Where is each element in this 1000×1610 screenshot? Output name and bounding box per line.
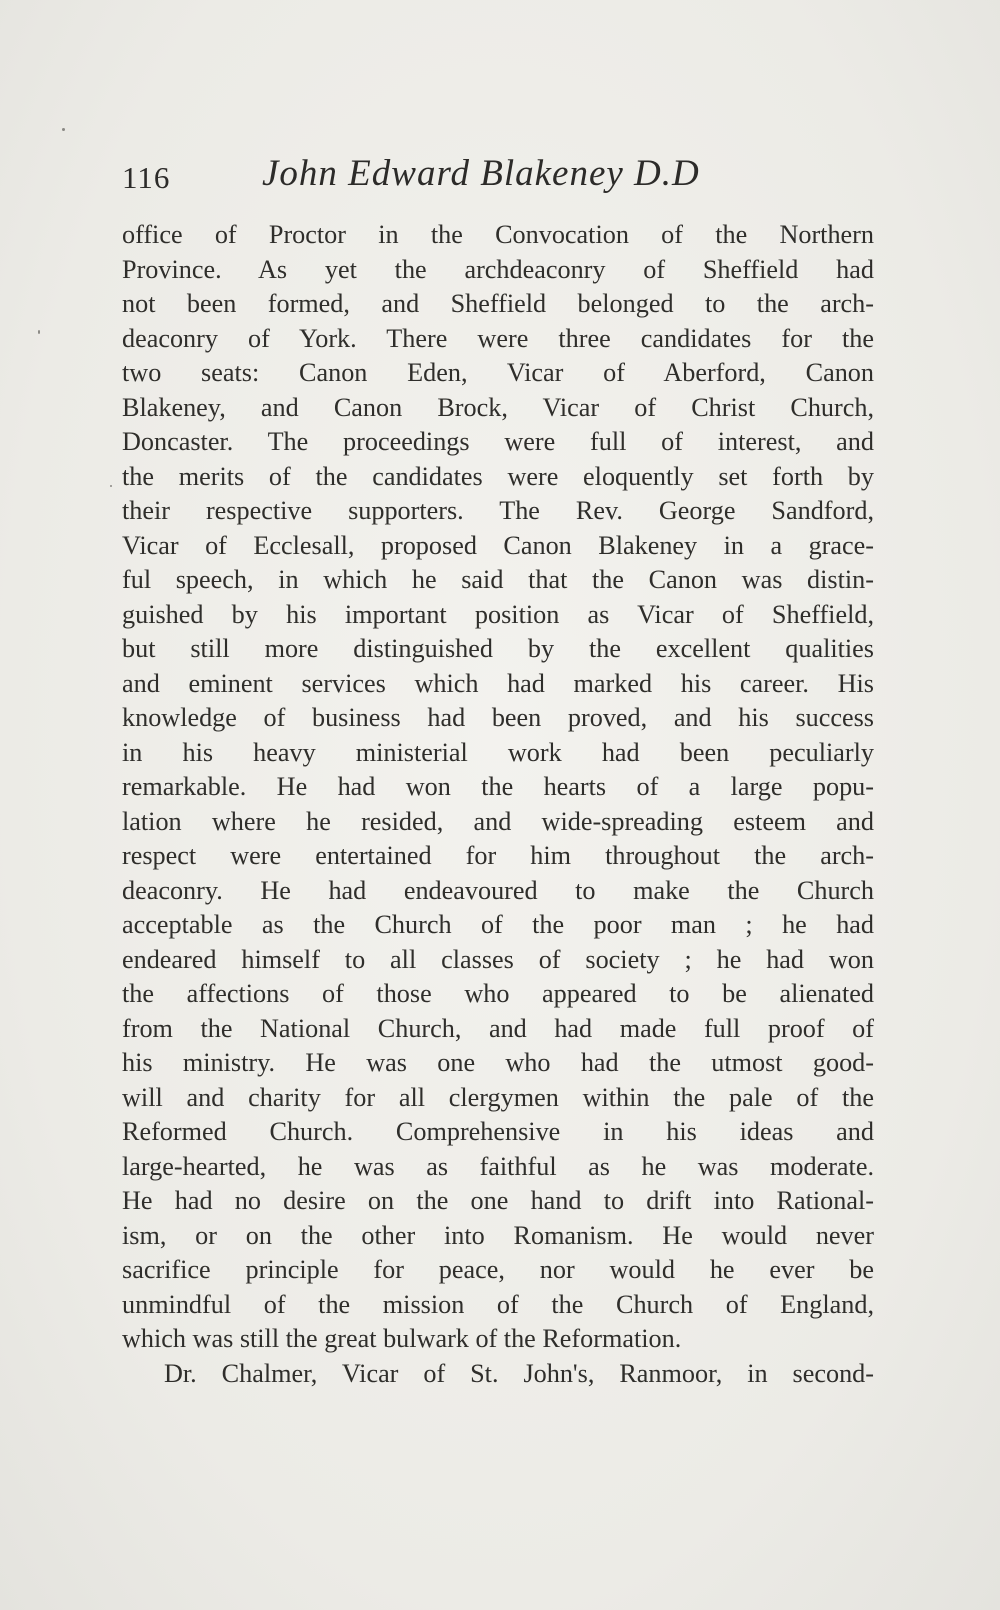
text-line: endeared himself to all classes of society ; he had won (122, 944, 874, 974)
text-line: and eminent services which had marked his career. His (122, 668, 874, 698)
paper-speck (38, 330, 40, 334)
text-line: guished by his important position as Vicar of Sheffield, (122, 599, 874, 629)
text-line: deaconry of York. There were three candidates for the (122, 323, 874, 353)
text-line: his ministry. He was one who had the utmost good- (122, 1048, 874, 1077)
text-line: He had no desire on the one hand to drift into Rational- (122, 1186, 874, 1215)
text-line: ism, or on the other into Romanism. He would never (122, 1220, 874, 1250)
text-line: lation where he resided, and wide-spreading esteem and (122, 806, 874, 836)
text-line: knowledge of business had been proved, and his success (122, 703, 874, 732)
text-line: remarkable. He had won the hearts of a large popu- (122, 772, 874, 801)
text-line: Reformed Church. Comprehensive in his ideas and (122, 1117, 874, 1146)
text-line: will and charity for all clergymen within the pale of the (122, 1082, 874, 1112)
page-number: 116 (122, 160, 171, 195)
text-line: which was still the great bulwark of the Reformation. (122, 1324, 682, 1353)
text-line: Blakeney, and Canon Brock, Vicar of Christ Church, (122, 392, 874, 422)
text-line: acceptable as the Church of the poor man ; he had (122, 910, 874, 939)
text-line: the affections of those who appeared to be alienated (122, 979, 874, 1008)
text-line: the merits of the candidates were eloquently set forth by (122, 461, 874, 491)
text-line: Vicar of Ecclesall, proposed Canon Blakeney in a grace- (122, 530, 874, 560)
text-line: sacrifice principle for peace, nor would he ever be (122, 1255, 874, 1284)
text-line: two seats: Canon Eden, Vicar of Aberford, Canon (122, 358, 874, 387)
text-line: large-hearted, he was as faithful as he was moderate. (122, 1151, 874, 1181)
text-line: their respective supporters. The Rev. George Sandford, (122, 496, 874, 525)
text-line: Province. As yet the archdeaconry of Sheffield had (122, 254, 874, 284)
body-text (122, 218, 874, 1391)
text-line: Dr. Chalmer, Vicar of St. John's, Ranmoor, in second- (164, 1358, 874, 1388)
paper-speck (110, 485, 112, 487)
text-line: but still more distinguished by the excellent qualities (122, 634, 874, 663)
text-line: ful speech, in which he said that the Canon was distin- (122, 565, 874, 594)
page-header (122, 150, 882, 200)
text-line: Doncaster. The proceedings were full of interest, and (122, 427, 874, 456)
text-line: unmindful of the mission of the Church of England, (122, 1289, 874, 1319)
text-line: deaconry. He had endeavoured to make the Church (122, 875, 874, 905)
text-line: respect were entertained for him throughout the arch- (122, 841, 874, 870)
text-line: in his heavy ministerial work had been peculiarly (122, 737, 874, 767)
text-line: from the National Church, and had made full proof of (122, 1013, 874, 1043)
text-line: not been formed, and Sheffield belonged to the arch- (122, 289, 874, 318)
text-line: office of Proctor in the Convocation of the Northern (122, 220, 874, 249)
running-title: John Edward Blakeney D.D (262, 153, 700, 194)
paper-speck (62, 128, 65, 131)
